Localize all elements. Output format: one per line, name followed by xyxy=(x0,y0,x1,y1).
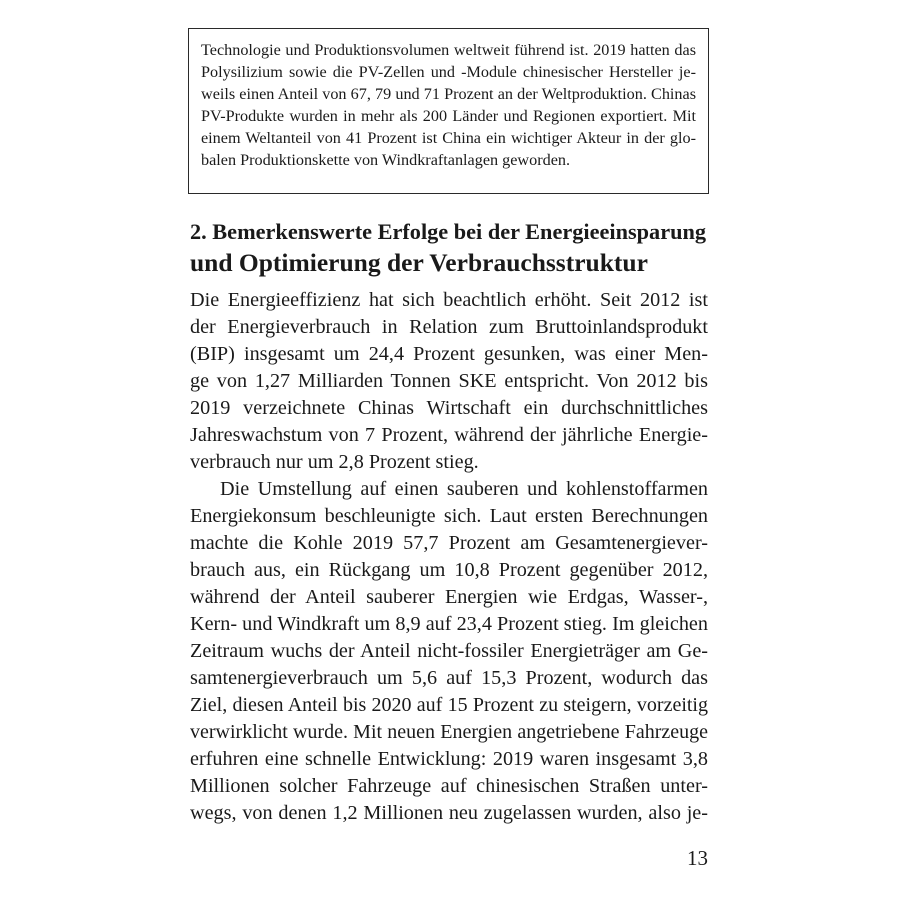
paragraph-1-line: verbrauch nur um 2,8 Prozent stieg. xyxy=(190,451,479,473)
paragraph-1-line: (BIP) insgesamt um 24,4 Prozent gesunken, was einer Men- xyxy=(190,343,708,365)
paragraph-2-line: samtenergieverbrauch um 5,6 auf 15,3 Prozent, wodurch das xyxy=(190,667,708,689)
paragraph-2-line: Millionen solcher Fahrzeuge auf chinesischen Straßen unter- xyxy=(190,775,708,797)
paragraph-1-line: ge von 1,27 Milliarden Tonnen SKE entspricht. Von 2012 bis xyxy=(190,370,708,392)
section-heading-line: 2. Bemerkenswerte Erfolge bei der Energieeinsparung xyxy=(190,219,707,244)
section-heading-line: und Optimierung der Verbrauchsstruktur xyxy=(190,248,648,277)
paragraph-2-line: Zeitraum wuchs der Anteil nicht-fossiler Energieträger am Ge- xyxy=(190,640,708,662)
paragraph-2-line: Energiekonsum beschleunigte sich. Laut ersten Berechnungen xyxy=(190,505,708,527)
paragraph-2-line: Die Umstellung auf einen sauberen und kohlenstoffarmen xyxy=(220,478,708,500)
info-box-line: PV-Produkte wurden in mehr als 200 Länder und Regionen exportiert. Mit xyxy=(201,107,696,125)
info-box-line: einem Weltanteil von 41 Prozent ist China ein wichtiger Akteur in der glo- xyxy=(201,129,696,147)
paragraph-2-line: machte die Kohle 2019 57,7 Prozent am Gesamtenergiever- xyxy=(190,532,708,554)
paragraph-2-line: wegs, von denen 1,2 Millionen neu zugelassen wurden, also je- xyxy=(190,802,708,824)
info-box-line: balen Produktionskette von Windkraftanlagen geworden. xyxy=(201,151,571,169)
paragraph-1-line: 2019 verzeichnete Chinas Wirtschaft ein durchschnittliches xyxy=(190,397,708,419)
info-box-line: Technologie und Produktionsvolumen weltweit führend ist. 2019 hatten das xyxy=(201,41,696,59)
page-number: 13 xyxy=(687,846,708,870)
paragraph-1-line: Jahreswachstum von 7 Prozent, während der jährliche Energie- xyxy=(190,424,708,446)
paragraph-2-line: brauch aus, ein Rückgang um 10,8 Prozent gegenüber 2012, xyxy=(190,559,708,581)
paragraph-1-line: der Energieverbrauch in Relation zum Bruttoinlandsprodukt xyxy=(190,316,708,338)
paragraph-2-line: während der Anteil sauberer Energien wie Erdgas, Wasser-, xyxy=(190,586,708,608)
paragraph-2-line: erfuhren eine schnelle Entwicklung: 2019 waren insgesamt 3,8 xyxy=(190,748,708,770)
paragraph-2-line: verwirklicht wurde. Mit neuen Energien angetriebene Fahrzeuge xyxy=(190,721,708,743)
info-box xyxy=(188,28,709,194)
paragraph-2-line: Kern- und Windkraft um 8,9 auf 23,4 Prozent stieg. Im gleichen xyxy=(190,613,708,635)
info-box-line: Polysilizium sowie die PV-Zellen und -Module chinesischer Hersteller je- xyxy=(201,63,696,81)
paragraph-2-line: Ziel, diesen Anteil bis 2020 auf 15 Prozent zu steigern, vorzeitig xyxy=(190,694,708,716)
info-box-line: weils einen Anteil von 67, 79 und 71 Prozent an der Weltproduktion. Chinas xyxy=(201,85,696,103)
paragraph-1-line: Die Energieeffizienz hat sich beachtlich erhöht. Seit 2012 ist xyxy=(190,289,708,311)
